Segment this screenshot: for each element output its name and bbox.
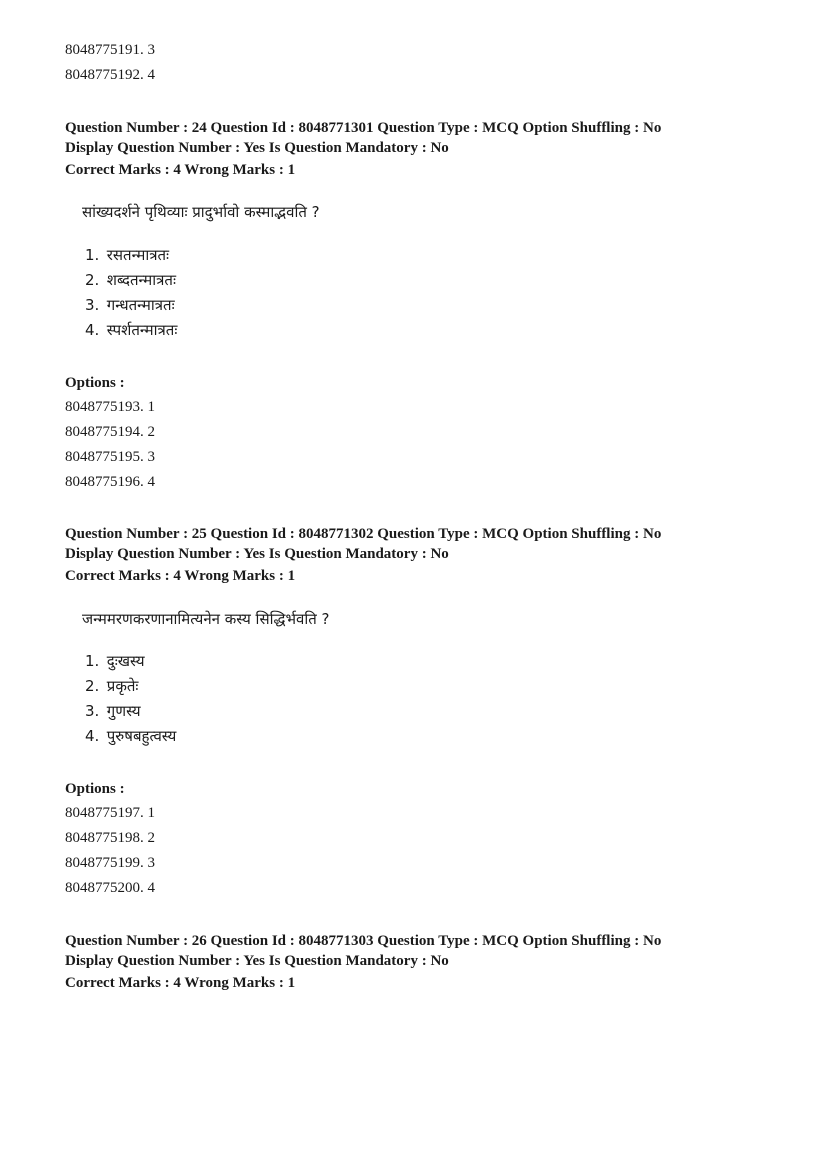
option-id-line: 8048775198. 2	[65, 830, 155, 846]
answer-choices-24	[85, 245, 177, 345]
question-meta-line-1: Question Number : 25 Question Id : 8048771302 Question Type : MCQ Option Shuffling : No	[65, 526, 662, 542]
question-marks: Correct Marks : 4 Wrong Marks : 1	[65, 975, 296, 991]
question-meta-line-1: Question Number : 26 Question Id : 8048771303 Question Type : MCQ Option Shuffling : No	[65, 933, 662, 949]
question-marks: Correct Marks : 4 Wrong Marks : 1	[65, 568, 296, 584]
question-meta-line-2: Display Question Number : Yes Is Question Mandatory : No	[65, 139, 449, 156]
question-meta-line-2: Display Question Number : Yes Is Question Mandatory : No	[65, 545, 449, 562]
option-id-line: 8048775195. 3	[65, 449, 155, 465]
answer-choice: 3. गुणस्य	[85, 702, 141, 720]
option-id-line: 8048775194. 2	[65, 424, 155, 440]
question-meta-line-2: Display Question Number : Yes Is Question Mandatory : No	[65, 952, 449, 969]
option-id-line: 8048775199. 3	[65, 855, 155, 871]
answer-choices-25	[85, 651, 176, 751]
option-id-line: 8048775193. 1	[65, 399, 155, 415]
answer-choice: 3. गन्धतन्मात्रतः	[85, 296, 175, 314]
option-id-line: 8048775192. 4	[65, 67, 155, 83]
question-text-24: सांख्यदर्शने पृथिव्याः प्रादुर्भावो कस्माद्भवति ?	[82, 203, 320, 221]
options-label: Options :	[65, 375, 125, 391]
answer-choice: 4. स्पर्शतन्मात्रतः	[85, 321, 178, 339]
option-id-line: 8048775197. 1	[65, 805, 155, 821]
question-marks: Correct Marks : 4 Wrong Marks : 1	[65, 162, 296, 178]
options-label: Options :	[65, 781, 125, 797]
option-id-line: 8048775196. 4	[65, 474, 155, 490]
answer-choice: 4. पुरुषबहुत्वस्य	[85, 727, 177, 745]
question-text-25: जन्ममरणकरणानामित्यनेन कस्य सिद्धिर्भवति ?	[82, 610, 330, 628]
question-meta-line-1: Question Number : 24 Question Id : 8048771301 Question Type : MCQ Option Shuffling : No	[65, 120, 662, 136]
answer-choice: 2. प्रकृतेः	[85, 677, 139, 695]
question-header-24	[65, 119, 765, 181]
answer-choice: 1. रसतन्मात्रतः	[85, 246, 170, 264]
option-id-line: 8048775200. 4	[65, 880, 155, 896]
question-header-26	[65, 932, 765, 994]
option-id-line: 8048775191. 3	[65, 42, 155, 58]
question-header-25	[65, 525, 765, 587]
answer-choice: 2. शब्दतन्मात्रतः	[85, 271, 176, 289]
answer-choice: 1. दुःखस्य	[85, 652, 145, 670]
